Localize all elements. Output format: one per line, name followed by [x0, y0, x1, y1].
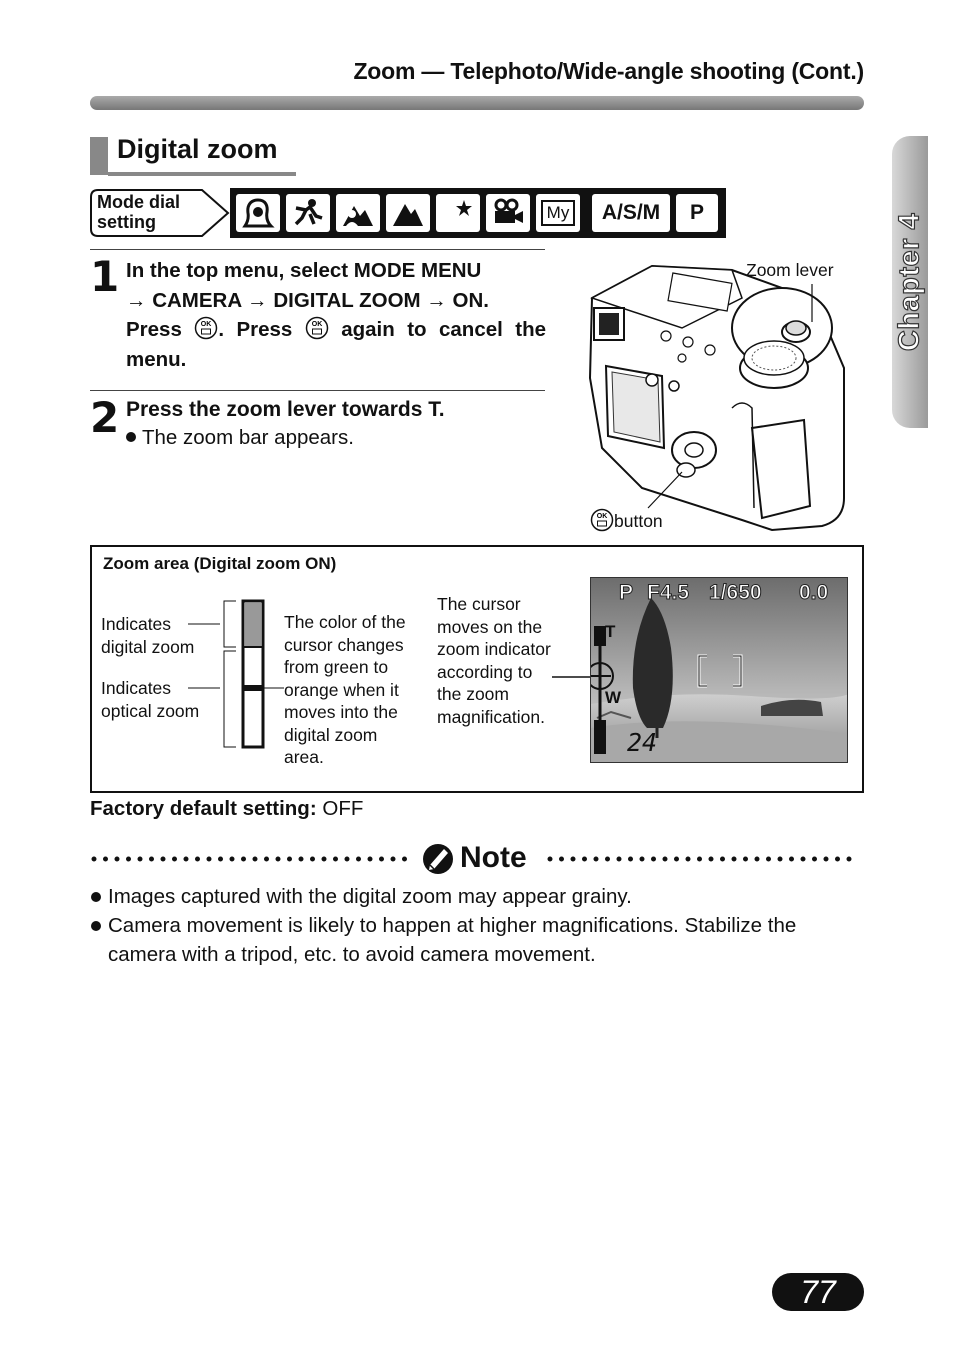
- ok-button-icon: [590, 508, 614, 532]
- optical-zoom-label-line1: Indicates: [101, 678, 172, 698]
- mode-dial-strip: [230, 188, 726, 238]
- zoom-area-box: [90, 545, 864, 793]
- header-divider-bar: [90, 96, 864, 110]
- lcd-mode: P: [619, 581, 634, 604]
- svg-text:OK: OK: [596, 513, 608, 520]
- color-text-line: cursor changes: [284, 634, 404, 655]
- sports-icon: [286, 194, 330, 232]
- zoom-lever-label: Zoom lever: [746, 260, 834, 280]
- digital-zoom-label: [101, 613, 194, 658]
- chapter-tab-label: Chapter 4: [893, 212, 926, 352]
- cursor-text-line: the zoom: [437, 684, 509, 704]
- ok-button-icon: [305, 316, 329, 340]
- camera-illustration: [582, 258, 854, 534]
- lcd-wide-label: W: [605, 688, 622, 707]
- asm-mode: A/S/M: [592, 194, 670, 232]
- page-header-title: Zoom — Telephoto/Wide-angle shooting (Cont.): [353, 58, 864, 84]
- section-title: Digital zoom: [117, 134, 278, 164]
- my-mode-icon: [536, 194, 580, 232]
- factory-default: [90, 797, 363, 821]
- color-text-line: from green to: [284, 657, 389, 677]
- step1-press2: . Press: [218, 318, 293, 341]
- color-text-line: The color of the: [284, 612, 406, 632]
- factory-default-label: Factory default setting:: [90, 797, 317, 820]
- cursor-moves-text: [437, 593, 551, 728]
- color-change-text: [284, 611, 406, 769]
- note-title: Note: [460, 841, 527, 874]
- step1-number: 1: [90, 252, 120, 301]
- portrait-icon: [236, 194, 280, 232]
- step2-bullet: [126, 426, 354, 450]
- color-text-line: moves into the: [284, 702, 398, 722]
- ok-button-icon: [194, 316, 218, 340]
- cursor-text-line: magnification.: [437, 706, 545, 727]
- arrow-icon: →: [126, 288, 147, 312]
- lcd-shutter: 1/650: [709, 581, 762, 604]
- step2-bullet-text: The zoom bar appears.: [142, 426, 354, 449]
- color-text-line: orange when it: [284, 679, 399, 700]
- bullet-dot-icon: [126, 432, 136, 442]
- lcd-preview: [590, 577, 848, 763]
- step1-top-rule: [90, 249, 545, 250]
- svg-text:OK: OK: [311, 321, 323, 328]
- step1-on: ON.: [452, 288, 489, 312]
- note-bullet: Camera movement is likely to happen at higher magnifications. Stabilize the camera with a tripod, etc. to avoid camera movement.: [90, 911, 864, 969]
- ok-button-label-text: button: [614, 511, 663, 531]
- factory-default-value: OFF: [322, 797, 364, 820]
- section-underline: [108, 172, 296, 176]
- color-text-line: digital zoom: [284, 724, 378, 745]
- landscape-portrait-icon: [336, 194, 380, 232]
- lcd-aperture: F4.5: [647, 581, 690, 604]
- cursor-text-line: according to: [437, 661, 533, 682]
- note-bullet-list: [90, 882, 864, 969]
- movie-icon: [486, 194, 530, 232]
- lcd-exposure: 0.0: [799, 581, 829, 604]
- optical-zoom-label-line2: optical zoom: [101, 700, 200, 721]
- digital-zoom-label-line1: Indicates: [101, 614, 172, 634]
- step1-part1: In the top menu, select MODE MENU: [126, 259, 482, 282]
- cursor-text-line: moves on the: [437, 616, 543, 637]
- step1-press1: Press: [126, 318, 182, 341]
- svg-text:OK: OK: [201, 321, 212, 328]
- arrow-icon: →: [247, 288, 268, 312]
- ok-button-label: [590, 508, 663, 532]
- lcd-tele-label: T: [605, 622, 616, 641]
- program-mode: P: [676, 194, 718, 232]
- lcd-frames-remaining: 24: [627, 728, 658, 757]
- zoom-bar-diagram: [186, 597, 286, 751]
- landscape-icon: [386, 194, 430, 232]
- step2-top-rule: [90, 390, 545, 391]
- mode-dial-label-box: [90, 189, 230, 237]
- night-scene-icon: [436, 194, 480, 232]
- step2-number: 2: [90, 393, 120, 442]
- arrow-icon: →: [426, 288, 447, 312]
- mode-dial-label-line2: setting: [97, 212, 157, 232]
- step1-digital-zoom: DIGITAL ZOOM: [273, 288, 421, 312]
- digital-zoom-label-line2: digital zoom: [101, 636, 195, 657]
- mode-dial-label-line1: Mode dial: [97, 192, 181, 212]
- chapter-tab: [892, 136, 928, 428]
- step2-title: Press the zoom lever towards T.: [126, 398, 445, 421]
- my-mode-label: My: [541, 200, 575, 226]
- page-number: 77: [772, 1273, 864, 1311]
- step1-text: [126, 256, 546, 374]
- step1-again: again to cancel the menu.: [126, 318, 547, 371]
- zoom-area-title: Zoom area (Digital zoom ON): [103, 554, 337, 573]
- color-text-line: area.: [284, 747, 324, 767]
- section-marker: [90, 137, 108, 175]
- mode-dial-label: [97, 192, 180, 232]
- optical-zoom-label: [101, 677, 199, 722]
- cursor-text-line: The cursor: [437, 594, 521, 614]
- cursor-text-line: zoom indicator: [437, 639, 551, 659]
- step1-camera: CAMERA: [152, 288, 242, 312]
- note-bullet: Images captured with the digital zoom may appear grainy.: [90, 882, 864, 911]
- note-pencil-icon: [423, 844, 453, 874]
